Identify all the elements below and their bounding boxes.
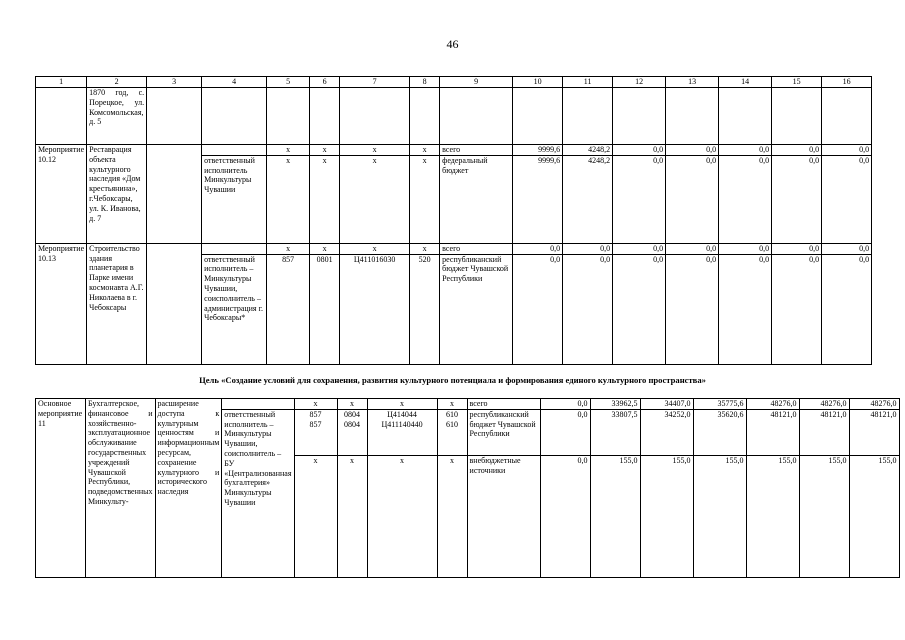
value-cell: 35620,6 bbox=[693, 409, 746, 455]
grbs-cell: x bbox=[267, 145, 310, 156]
header-cell: 5 bbox=[267, 77, 310, 88]
section-cell: x bbox=[337, 399, 367, 410]
funding-source-cell: всего bbox=[467, 399, 540, 410]
expected-result-cell: расширение доступа к культурным ценностям и информационным ресурсам, сохранение культурного и исторического наследия bbox=[155, 399, 222, 578]
value-cell: 0,0 bbox=[772, 145, 822, 156]
funding-source-cell: внебюджетные источники bbox=[467, 455, 540, 577]
event-number-cell: Основное мероприятие 11 bbox=[36, 399, 86, 578]
executor-cell: ответственный исполнитель – Минкультуры Чувашии, соисполнитель – БУ «Централизованная бухгалтерия» Минкультуры Чувашии bbox=[222, 409, 294, 577]
value-cell: 34252,0 bbox=[640, 409, 693, 455]
value-cell: 0,0 bbox=[719, 254, 772, 364]
value-cell: 155,0 bbox=[590, 455, 640, 577]
target-article-cell: x bbox=[367, 399, 437, 410]
value-cell: 0,0 bbox=[666, 243, 719, 254]
value-cell: 0,0 bbox=[613, 254, 666, 364]
target-article-cell: x bbox=[367, 455, 437, 577]
grbs-cell: x bbox=[294, 455, 337, 577]
section-cell: x bbox=[337, 455, 367, 577]
value-cell: 0,0 bbox=[540, 409, 590, 455]
value-cell: 155,0 bbox=[640, 455, 693, 577]
value-cell: 48276,0 bbox=[799, 399, 849, 410]
funding-source-cell: всего bbox=[440, 243, 513, 254]
value-cell: 9999,6 bbox=[513, 145, 563, 156]
value-cell: 48121,0 bbox=[799, 409, 849, 455]
grbs-cell: x bbox=[267, 243, 310, 254]
funding-source-cell: всего bbox=[440, 145, 513, 156]
header-cell: 6 bbox=[310, 77, 340, 88]
value-cell: 0,0 bbox=[772, 243, 822, 254]
section-line: 0804 bbox=[344, 409, 361, 419]
target-article-cell: x bbox=[340, 145, 410, 156]
header-cell: 14 bbox=[719, 77, 772, 88]
value-cell: 33807,5 bbox=[590, 409, 640, 455]
header-cell: 11 bbox=[563, 77, 613, 88]
grbs-line: 857 bbox=[309, 409, 322, 419]
grbs-cell: x bbox=[294, 399, 337, 410]
value-cell: 0,0 bbox=[666, 254, 719, 364]
target-article-line: Ц414044 bbox=[387, 409, 417, 419]
value-cell: 48276,0 bbox=[746, 399, 799, 410]
value-cell: 0,0 bbox=[822, 243, 872, 254]
grbs-cell: 857 bbox=[267, 254, 310, 364]
value-cell: 4248,2 bbox=[563, 155, 613, 243]
header-cell: 10 bbox=[513, 77, 563, 88]
value-cell: 48276,0 bbox=[849, 399, 899, 410]
value-cell: 0,0 bbox=[719, 243, 772, 254]
expense-type-line: 610 bbox=[446, 409, 459, 419]
value-cell: 0,0 bbox=[822, 254, 872, 364]
value-cell: 0,0 bbox=[613, 243, 666, 254]
value-cell: 0,0 bbox=[540, 455, 590, 577]
value-cell: 35775,6 bbox=[693, 399, 746, 410]
event-name-cell: Бухгалтерское, финансовое и хозяйственно-эксплуатационное обслуживание государственных учреждений Чувашской Республики, подведомственных Минкульту- bbox=[86, 399, 156, 578]
event-name-cell: Строительство здания планетария в Парке имени космонавта А.Г. Николаева в г. Чебоксары bbox=[87, 243, 147, 364]
event-number-cell: Мероприятие 10.13 bbox=[36, 243, 87, 364]
section-cell: x bbox=[310, 243, 340, 254]
value-cell: 155,0 bbox=[799, 455, 849, 577]
expense-type-cell: x bbox=[437, 399, 467, 410]
header-cell: 7 bbox=[340, 77, 410, 88]
grbs-cell bbox=[294, 409, 337, 455]
grbs-cell: x bbox=[267, 155, 310, 243]
expense-type-cell: 520 bbox=[410, 254, 440, 364]
value-cell: 155,0 bbox=[693, 455, 746, 577]
expense-type-cell: x bbox=[410, 243, 440, 254]
table-row bbox=[36, 88, 872, 145]
header-cell: 3 bbox=[147, 77, 202, 88]
grbs-line: 857 bbox=[309, 419, 322, 429]
value-cell: 0,0 bbox=[513, 243, 563, 254]
target-article-cell: Ц411016030 bbox=[340, 254, 410, 364]
value-cell: 9999,6 bbox=[513, 155, 563, 243]
header-cell: 12 bbox=[613, 77, 666, 88]
header-cell: 4 bbox=[202, 77, 267, 88]
value-cell: 0,0 bbox=[513, 254, 563, 364]
funding-source-cell: федеральный бюджет bbox=[440, 155, 513, 243]
expense-type-cell: x bbox=[410, 155, 440, 243]
section-cell bbox=[337, 409, 367, 455]
funding-source-cell: республиканский бюджет Чувашской Республики bbox=[467, 409, 540, 455]
value-cell: 48121,0 bbox=[746, 409, 799, 455]
value-cell: 0,0 bbox=[613, 155, 666, 243]
value-cell: 0,0 bbox=[772, 254, 822, 364]
executor-cell: ответственный исполнитель Минкультуры Чувашии bbox=[202, 155, 267, 243]
object-address-cell: 1870 год, с. Порецкое, ул. Комсомольская, д. 5 bbox=[87, 88, 147, 145]
expense-type-cell: x bbox=[410, 145, 440, 156]
budget-table-upper bbox=[35, 76, 872, 365]
value-cell: 33962,5 bbox=[590, 399, 640, 410]
event-name-cell: Реставрация объекта культурного наследия «Дом крестьянина», г.Чебоксары, ул. К. Иванова, д. 7 bbox=[87, 145, 147, 244]
target-article-cell: x bbox=[340, 155, 410, 243]
header-cell: 13 bbox=[666, 77, 719, 88]
value-cell: 155,0 bbox=[746, 455, 799, 577]
goal-title: Цель «Создание условий для сохранения, развития культурного потенциала и формирования единого культурного пространства» bbox=[199, 375, 706, 385]
value-cell: 0,0 bbox=[613, 145, 666, 156]
value-cell: 34407,0 bbox=[640, 399, 693, 410]
table-row bbox=[36, 243, 872, 254]
header-cell: 9 bbox=[440, 77, 513, 88]
table-row bbox=[36, 145, 872, 156]
value-cell: 0,0 bbox=[772, 155, 822, 243]
event-number-cell: Мероприятие 10.12 bbox=[36, 145, 87, 244]
value-cell: 0,0 bbox=[666, 155, 719, 243]
value-cell: 48121,0 bbox=[849, 409, 899, 455]
target-article-line: Ц411140440 bbox=[381, 419, 423, 429]
value-cell: 0,0 bbox=[563, 254, 613, 364]
value-cell: 4248,2 bbox=[563, 145, 613, 156]
table-row bbox=[36, 399, 900, 410]
value-cell: 0,0 bbox=[822, 155, 872, 243]
value-cell: 0,0 bbox=[719, 145, 772, 156]
executor-cell: ответственный исполнитель – Минкультуры Чувашии, соисполнитель – администрация г. Чебоксары* bbox=[202, 254, 267, 364]
section-line: 0804 bbox=[344, 419, 361, 429]
header-cell: 2 bbox=[87, 77, 147, 88]
header-cell: 16 bbox=[822, 77, 872, 88]
target-article-cell bbox=[367, 409, 437, 455]
value-cell: 0,0 bbox=[563, 243, 613, 254]
value-cell: 0,0 bbox=[540, 399, 590, 410]
header-cell: 15 bbox=[772, 77, 822, 88]
page-number: 46 bbox=[446, 37, 459, 51]
expense-type-cell: x bbox=[437, 455, 467, 577]
section-cell: x bbox=[310, 145, 340, 156]
column-number-row bbox=[36, 77, 872, 88]
target-article-cell: x bbox=[340, 243, 410, 254]
section-cell: 0801 bbox=[310, 254, 340, 364]
value-cell: 155,0 bbox=[849, 455, 899, 577]
value-cell: 0,0 bbox=[822, 145, 872, 156]
header-cell: 1 bbox=[36, 77, 87, 88]
section-cell: x bbox=[310, 155, 340, 243]
value-cell: 0,0 bbox=[666, 145, 719, 156]
expense-type-cell bbox=[437, 409, 467, 455]
funding-source-cell: республиканский бюджет Чувашской Республики bbox=[440, 254, 513, 364]
expense-type-line: 610 bbox=[446, 419, 459, 429]
header-cell: 8 bbox=[410, 77, 440, 88]
value-cell: 0,0 bbox=[719, 155, 772, 243]
budget-table-lower bbox=[35, 398, 900, 578]
